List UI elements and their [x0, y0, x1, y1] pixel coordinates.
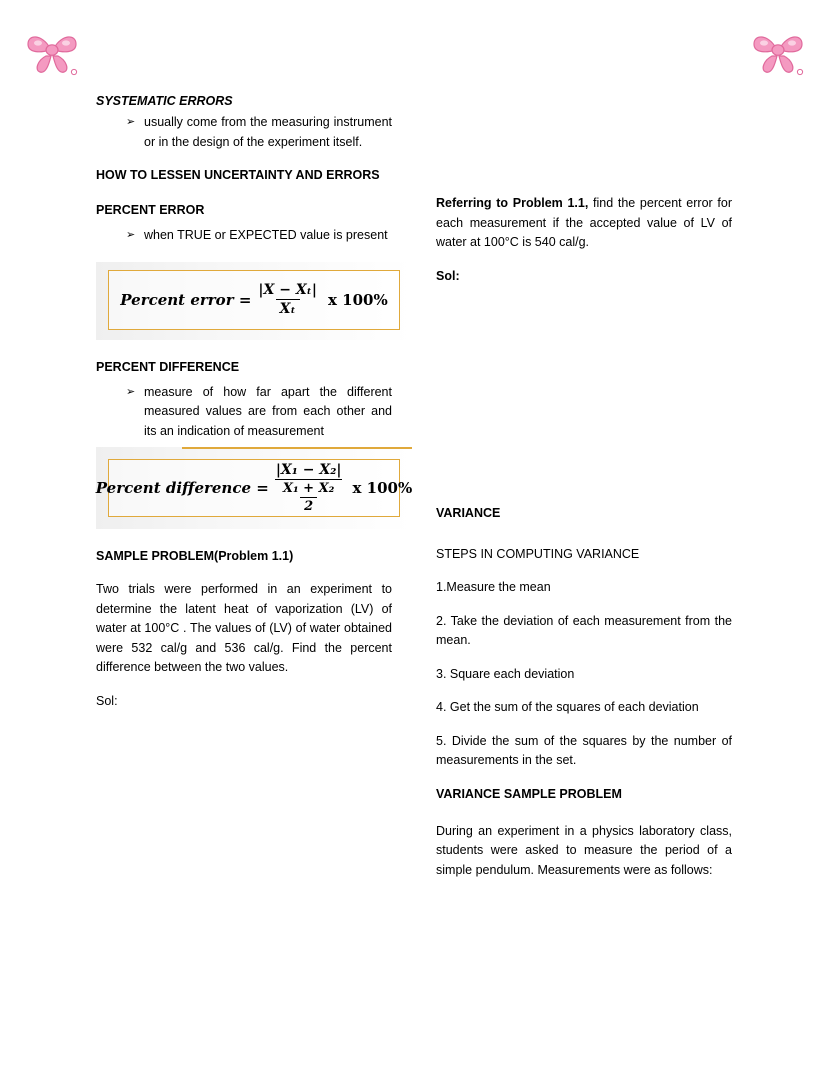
percent-difference-formula-image	[96, 447, 412, 529]
formula-denominator-top: X₁ + X₂	[282, 481, 335, 496]
referring-problem-text	[436, 194, 732, 253]
percent-difference-fraction	[272, 462, 346, 514]
left-column	[95, 92, 413, 725]
list-item: ➢ measure of how far apart the different measured values are from each other and its an indication of measurement	[126, 383, 392, 442]
percent-difference-formula-box	[95, 459, 413, 517]
variance-sample-problem-heading: VARIANCE SAMPLE PROBLEM	[436, 786, 622, 801]
percent-error-formula-label: Percent error =	[120, 290, 252, 309]
right-column	[436, 194, 732, 894]
systematic-errors-list	[96, 113, 392, 152]
sample-problem-heading: SAMPLE PROBLEM(Problem 1.1)	[96, 549, 294, 563]
referring-problem-lead: Referring to Problem 1.1,	[436, 196, 589, 210]
list-item: ➢ usually come from the measuring instrument or in the design of the experiment itself.	[126, 113, 392, 152]
variance-steps-heading: STEPS IN COMPUTING VARIANCE	[436, 546, 640, 561]
percent-error-formula-image	[96, 262, 412, 340]
variance-step: 2. Take the deviation of each measurement from the mean.	[436, 613, 732, 647]
systematic-errors-heading: SYSTEMATIC ERRORS	[96, 94, 233, 108]
variance-sample-problem-text: During an experiment in a physics laboratory class, students were asked to measure the period of a simple pendulum. Measurements were as follows:	[436, 823, 732, 877]
referring-problem-body: find the percent error for each measurement if the accepted value of LV of water at 100°C is 540 cal/g.	[436, 196, 732, 249]
list-item: ➢ when TRUE or EXPECTED value is present	[126, 226, 392, 246]
formula-denominator	[275, 479, 343, 514]
right-solution-label: Sol:	[436, 268, 460, 283]
variance-step: 1.Measure the mean	[436, 580, 551, 594]
formula-numerator: |X − Xₜ|	[258, 282, 317, 298]
variance-step: 3. Square each deviation	[436, 666, 575, 681]
pink-bow-icon	[24, 26, 80, 76]
pink-bow-icon	[750, 26, 806, 76]
percent-difference-list	[96, 383, 392, 442]
percent-error-formula-box	[108, 270, 400, 330]
variance-step: 5. Divide the sum of the squares by the number of measurements in the set.	[436, 733, 732, 767]
sample-problem-text: Two trials were performed in an experiment to determine the latent heat of vaporization (LV) of water at 100°C . The values of (LV) of water obtained were 532 cal/g and 536 cal/g. Find the percent difference between the two values.	[96, 582, 392, 674]
percent-difference-multiplier: x 100%	[352, 479, 413, 497]
percent-error-list	[96, 226, 392, 246]
percent-error-multiplier: x 100%	[327, 290, 388, 309]
variance-step: 4. Get the sum of the squares of each deviation	[436, 700, 699, 714]
percent-error-fraction	[254, 282, 321, 317]
variance-heading: VARIANCE	[436, 505, 501, 520]
percent-difference-formula-label: Percent difference =	[95, 479, 269, 497]
formula-top-rule	[182, 447, 412, 449]
how-to-lessen-heading: HOW TO LESSEN UNCERTAINTY AND ERRORS	[96, 168, 380, 182]
percent-difference-heading: PERCENT DIFFERENCE	[96, 359, 240, 374]
sample-problem-solution-label: Sol:	[96, 693, 118, 708]
formula-denominator-bottom: 2	[300, 497, 317, 514]
percent-error-heading: PERCENT ERROR	[96, 203, 205, 217]
formula-numerator: |X₁ − X₂|	[275, 462, 342, 478]
formula-denominator: Xₜ	[276, 299, 300, 317]
